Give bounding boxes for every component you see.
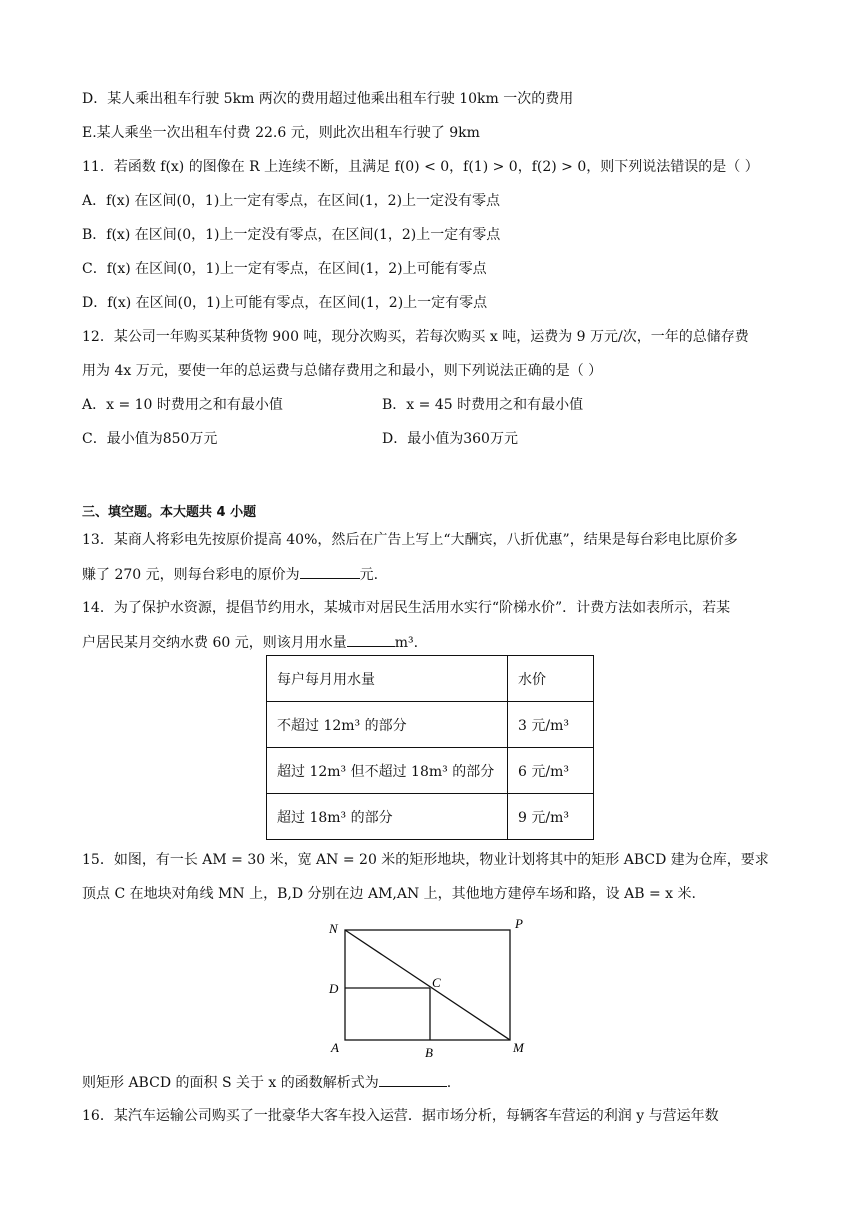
q12-option-d: D．最小值为360万元	[382, 431, 518, 447]
q14-unit: m³.	[394, 635, 419, 651]
option-d-taxi: D．某人乘出租车行驶 5km 两次的费用超过他乘出租车行驶 10km 一次的费用	[82, 91, 574, 107]
q12-option-b: B．x = 45 时费用之和有最小值	[382, 397, 584, 413]
label-p: P	[515, 916, 523, 931]
section-title-fill-in: 三、填空题。本大题共 4 小题	[82, 505, 257, 520]
table-cell: 不超过 12m³ 的部分	[267, 702, 508, 748]
q15-answer-blank[interactable]	[379, 1072, 447, 1087]
question-15-line2: 顶点 C 在地块对角线 MN 上，B,D 分别在边 AM,AN 上，其他地方建停车场和路，设 AB = x 米.	[82, 886, 696, 902]
question-14-line2	[82, 632, 418, 653]
table-cell: 超过 12m³ 但不超过 18m³ 的部分	[267, 748, 508, 794]
rectangle-diagram	[325, 915, 545, 1060]
question-15-line3	[82, 1072, 451, 1093]
q15-end: .	[446, 1075, 452, 1091]
question-13-line1: 13．某商人将彩电先按原价提高 40%，然后在广告上写上“大酬宾，八折优惠”，结果是每台彩电比原价多	[82, 532, 738, 548]
water-price-table	[266, 655, 594, 840]
table-row	[267, 794, 594, 840]
question-14-line1: 14．为了保护水资源，提倡节约用水，某城市对居民生活用水实行“阶梯水价”．计费方法如表所示，若某	[82, 600, 731, 616]
q13-unit: 元.	[359, 567, 379, 583]
q11-option-b: B．f(x) 在区间(0，1)上一定没有零点，在区间(1，2)上一定有零点	[82, 227, 501, 243]
question-12-line1: 12．某公司一年购买某种货物 900 吨，现分次购买，若每次购买 x 吨，运费为 9 万元/次，一年的总储存费	[82, 329, 749, 345]
question-11: 11．若函数 f(x) 的图像在 R 上连续不断，且满足 f(0) < 0，f(1) > 0，f(2) > 0，则下列说法错误的是（ ）	[82, 159, 759, 175]
label-n: N	[329, 921, 338, 936]
table-header-row	[267, 656, 594, 702]
q11-option-c: C．f(x) 在区间(0，1)上一定有零点，在区间(1，2)上可能有零点	[82, 261, 487, 277]
question-12-line2: 用为 4x 万元，要使一年的总运费与总储存费用之和最小，则下列说法正确的是（ ）	[82, 363, 603, 379]
q12-option-a: A．x = 10 时费用之和有最小值	[82, 397, 283, 413]
label-d: D	[329, 981, 339, 996]
question-13-line2	[82, 564, 378, 585]
q11-option-d: D．f(x) 在区间(0，1)上可能有零点，在区间(1，2)上一定有零点	[82, 295, 488, 311]
table-cell: 超过 18m³ 的部分	[267, 794, 508, 840]
label-m: M	[513, 1040, 524, 1055]
table-header-cell: 每户每月用水量	[267, 656, 508, 702]
question-16: 16．某汽车运输公司购买了一批豪华大客车投入运营．据市场分析，每辆客车营运的利润 y 与营运年数	[82, 1108, 719, 1124]
table-cell: 9 元/m³	[508, 794, 594, 840]
q14-answer-blank[interactable]	[347, 632, 395, 647]
q13-answer-blank[interactable]	[300, 564, 360, 579]
q14-text: 户居民某月交纳水费 60 元，则该月用水量	[82, 635, 347, 651]
table-row	[267, 748, 594, 794]
table-header-cell: 水价	[508, 656, 594, 702]
option-e-taxi: E.某人乘坐一次出租车付费 22.6 元，则此次出租车行驶了 9km	[82, 125, 480, 141]
q12-option-c: C．最小值为850万元	[82, 431, 218, 447]
q13-text: 赚了 270 元，则每台彩电的原价为	[82, 567, 300, 583]
label-c: C	[432, 975, 441, 990]
table-cell: 6 元/m³	[508, 748, 594, 794]
q11-option-a: A．f(x) 在区间(0，1)上一定有零点，在区间(1，2)上一定没有零点	[82, 193, 501, 209]
table-cell: 3 元/m³	[508, 702, 594, 748]
table-row	[267, 702, 594, 748]
label-a: A	[331, 1040, 339, 1055]
question-15-line1: 15．如图，有一长 AM = 30 米，宽 AN = 20 米的矩形地块，物业计划将其中的矩形 ABCD 建为仓库，要求	[82, 852, 769, 868]
label-b: B	[425, 1045, 433, 1060]
rectangle-figure	[325, 915, 545, 1064]
diagonal-mn	[345, 930, 510, 1040]
q15-text: 则矩形 ABCD 的面积 S 关于 x 的函数解析式为	[82, 1075, 379, 1091]
